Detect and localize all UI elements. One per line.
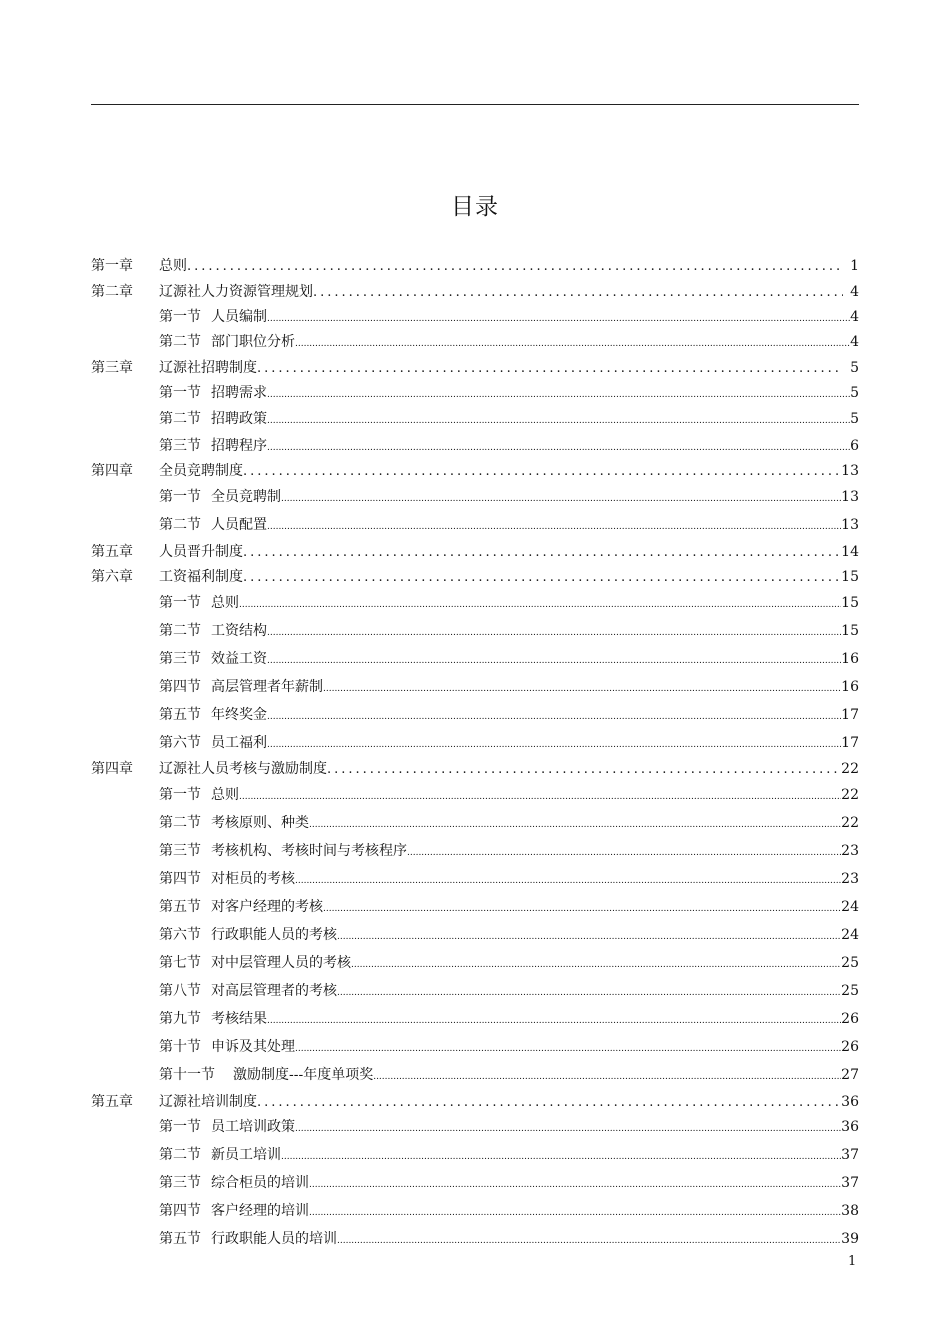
toc-entry-page: 17 [841, 735, 859, 751]
toc-entry-page: 13 [841, 517, 859, 533]
toc-entry-page: 22 [841, 815, 859, 831]
toc-entry-page: 6 [850, 438, 859, 454]
toc-entry-page: 4 [850, 334, 859, 350]
toc-entry-label: 第四节 [159, 679, 201, 695]
toc-dot-leader [351, 956, 841, 974]
toc-entry-label: 第一节 [159, 489, 201, 505]
toc-entry-title: 综合柜员的培训 [211, 1175, 309, 1191]
toc-entry-title: 全员竞聘制度 [159, 463, 243, 479]
toc-entry-label: 第五章 [91, 1094, 133, 1110]
toc-entry-label: 第二节 [159, 815, 201, 831]
toc-entry-page: 15 [841, 623, 859, 639]
toc-section-entry[interactable] [159, 384, 859, 404]
toc-entry-label: 第一节 [159, 309, 201, 325]
toc-section-entry[interactable] [159, 1118, 859, 1138]
toc-entry-label: 第四节 [159, 1203, 201, 1219]
toc-entry-page: 24 [841, 899, 859, 915]
toc-dot-leader [323, 680, 841, 698]
toc-entry-page: 36 [841, 1119, 859, 1135]
toc-entry-label: 第六节 [159, 735, 201, 751]
toc-chapter-entry[interactable] [91, 359, 859, 378]
toc-dot-leader [243, 569, 841, 587]
toc-dot-leader [267, 412, 850, 430]
toc-entry-title: 对中层管理人员的考核 [211, 955, 351, 971]
toc-entry-label: 第二章 [91, 284, 133, 300]
toc-entry-page: 13 [841, 489, 859, 505]
toc-entry-label: 第二节 [159, 334, 201, 350]
toc-section-entry[interactable] [159, 1010, 859, 1030]
toc-section-entry[interactable] [159, 333, 859, 353]
toc-entry-title: 招聘程序 [211, 438, 267, 454]
toc-entry-title: 工资福利制度 [159, 569, 243, 585]
toc-entry-page: 22 [841, 787, 859, 803]
toc-entry-label: 第六节 [159, 927, 201, 943]
toc-section-entry[interactable] [159, 814, 859, 834]
toc-dot-leader [281, 1148, 841, 1166]
toc-entry-page: 39 [841, 1231, 859, 1247]
toc-entry-title: 员工福利 [211, 735, 267, 751]
header-rule [91, 104, 859, 105]
toc-dot-leader [295, 1040, 841, 1058]
toc-section-entry[interactable] [159, 1066, 859, 1086]
toc-entry-label: 第十节 [159, 1039, 201, 1055]
toc-entry-title: 辽源社人员考核与激励制度 [159, 761, 327, 777]
toc-section-entry[interactable] [159, 650, 859, 670]
toc-entry-title: 员工培训政策 [211, 1119, 295, 1135]
toc-entry-title: 工资结构 [211, 623, 267, 639]
toc-dot-leader [187, 258, 843, 276]
toc-dot-leader [267, 624, 841, 642]
toc-entry-title: 人员编制 [211, 309, 267, 325]
toc-entry-page: 36 [841, 1094, 859, 1110]
toc-entry-label: 第四节 [159, 871, 201, 887]
toc-chapter-entry[interactable] [91, 760, 859, 779]
toc-entry-label: 第二节 [159, 517, 201, 533]
toc-entry-title: 对柜员的考核 [211, 871, 295, 887]
toc-entry-title: 高层管理者年薪制 [211, 679, 323, 695]
toc-dot-leader [309, 1176, 841, 1194]
toc-entry-title: 行政职能人员的考核 [211, 927, 337, 943]
toc-entry-label: 第七节 [159, 955, 201, 971]
toc-section-entry[interactable] [159, 926, 859, 946]
toc-dot-leader [337, 984, 841, 1002]
toc-entry-page: 5 [850, 360, 859, 376]
toc-dot-leader [257, 360, 843, 378]
toc-chapter-entry[interactable] [91, 543, 859, 562]
toc-dot-leader [267, 386, 850, 404]
toc-entry-label: 第五节 [159, 899, 201, 915]
toc-entry-title: 客户经理的培训 [211, 1203, 309, 1219]
toc-section-entry[interactable] [159, 842, 859, 862]
toc-section-entry[interactable] [159, 982, 859, 1002]
toc-entry-title: 招聘需求 [211, 385, 267, 401]
toc-entry-label: 第一节 [159, 1119, 201, 1135]
toc-entry-page: 5 [850, 411, 859, 427]
toc-entry-label: 第三节 [159, 651, 201, 667]
toc-section-entry[interactable] [159, 488, 859, 508]
toc-section-entry[interactable] [159, 786, 859, 806]
toc-dot-leader [267, 439, 850, 457]
toc-section-entry[interactable] [159, 622, 859, 642]
toc-entry-page: 4 [850, 284, 859, 300]
toc-entry-page: 23 [841, 843, 859, 859]
toc-entry-label: 第一节 [159, 385, 201, 401]
toc-section-entry[interactable] [159, 706, 859, 726]
footer-page-number: 1 [848, 1254, 857, 1269]
toc-entry-page: 37 [841, 1175, 859, 1191]
toc-entry-label: 第九节 [159, 1011, 201, 1027]
toc-entry-page: 23 [841, 871, 859, 887]
toc-entry-page: 26 [841, 1039, 859, 1055]
toc-entry-page: 14 [841, 544, 859, 560]
toc-section-entry[interactable] [159, 437, 859, 457]
toc-section-entry[interactable] [159, 870, 859, 890]
toc-entry-label: 第三章 [91, 360, 133, 376]
toc-chapter-entry[interactable] [91, 462, 859, 481]
toc-entry-title: 人员晋升制度 [159, 544, 243, 560]
toc-dot-leader [309, 1204, 841, 1222]
toc-section-entry[interactable] [159, 734, 859, 754]
toc-entry-title: 激励制度---年度单项奖 [233, 1067, 374, 1083]
toc-dot-leader [267, 518, 841, 536]
toc-entry-page: 15 [841, 569, 859, 585]
toc-entry-page: 37 [841, 1147, 859, 1163]
toc-section-entry[interactable] [159, 898, 859, 918]
page-title: 目录 [451, 194, 499, 220]
toc-dot-leader [267, 310, 850, 328]
toc-section-entry[interactable] [159, 678, 859, 698]
toc-entry-page: 13 [841, 463, 859, 479]
toc-entry-label: 第一章 [91, 258, 133, 274]
toc-entry-title: 对高层管理者的考核 [211, 983, 337, 999]
toc-entry-page: 24 [841, 927, 859, 943]
toc-entry-title: 人员配置 [211, 517, 267, 533]
toc-entry-page: 27 [841, 1067, 859, 1083]
toc-dot-leader [295, 335, 850, 353]
toc-entry-title: 对客户经理的考核 [211, 899, 323, 915]
toc-entry-title: 辽源社人力资源管理规划 [159, 284, 313, 300]
toc-entry-label: 第三节 [159, 438, 201, 454]
toc-dot-leader [309, 816, 841, 834]
toc-dot-leader [407, 844, 841, 862]
toc-entry-page: 38 [841, 1203, 859, 1219]
toc-section-entry[interactable] [159, 594, 859, 614]
toc-entry-title: 考核结果 [211, 1011, 267, 1027]
toc-entry-label: 第五节 [159, 707, 201, 723]
toc-entry-page: 26 [841, 1011, 859, 1027]
toc-entry-title: 考核机构、考核时间与考核程序 [211, 843, 407, 859]
toc-chapter-entry[interactable] [91, 568, 859, 587]
toc-dot-leader [323, 900, 841, 918]
toc-dot-leader [373, 1068, 841, 1086]
toc-dot-leader [257, 1094, 841, 1112]
toc-entry-page: 25 [841, 955, 859, 971]
toc-entry-title: 总则 [211, 787, 239, 803]
toc-dot-leader [243, 544, 841, 562]
toc-dot-leader [267, 652, 841, 670]
toc-section-entry[interactable] [159, 308, 859, 328]
toc-entry-title: 辽源社招聘制度 [159, 360, 257, 376]
toc-entry-label: 第四章 [91, 761, 133, 777]
toc-dot-leader [295, 872, 841, 890]
toc-dot-leader [239, 596, 841, 614]
toc-section-entry[interactable] [159, 1038, 859, 1058]
toc-entry-page: 16 [841, 679, 859, 695]
toc-entry-title: 总则 [159, 258, 187, 274]
toc-section-entry[interactable] [159, 516, 859, 536]
toc-entry-label: 第八节 [159, 983, 201, 999]
toc-section-entry[interactable] [159, 410, 859, 430]
toc-entry-title: 全员竞聘制 [211, 489, 281, 505]
toc-entry-page: 5 [850, 385, 859, 401]
toc-entry-title: 部门职位分析 [211, 334, 295, 350]
toc-dot-leader [267, 708, 841, 726]
toc-entry-page: 4 [850, 309, 859, 325]
toc-entry-label: 第二节 [159, 1147, 201, 1163]
toc-entry-title: 申诉及其处理 [211, 1039, 295, 1055]
toc-section-entry[interactable] [159, 1146, 859, 1166]
toc-chapter-entry[interactable] [91, 283, 859, 302]
toc-entry-title: 考核原则、种类 [211, 815, 309, 831]
toc-entry-page: 17 [841, 707, 859, 723]
toc-dot-leader [267, 736, 841, 754]
toc-dot-leader [281, 490, 841, 508]
toc-entry-page: 15 [841, 595, 859, 611]
toc-dot-leader [295, 1120, 841, 1138]
toc-section-entry[interactable] [159, 1202, 859, 1222]
toc-dot-leader [267, 1012, 841, 1030]
toc-entry-title: 效益工资 [211, 651, 267, 667]
toc-dot-leader [239, 788, 841, 806]
toc-entry-label: 第二节 [159, 411, 201, 427]
toc-dot-leader [243, 463, 841, 481]
toc-entry-label: 第十一节 [159, 1067, 215, 1083]
toc-entry-label: 第五节 [159, 1231, 201, 1247]
toc-entry-label: 第三节 [159, 1175, 201, 1191]
toc-entry-page: 25 [841, 983, 859, 999]
toc-entry-label: 第一节 [159, 595, 201, 611]
toc-dot-leader [337, 1232, 841, 1250]
toc-chapter-entry[interactable] [91, 257, 859, 276]
toc-dot-leader [337, 928, 841, 946]
toc-chapter-entry[interactable] [91, 1093, 859, 1112]
toc-section-entry[interactable] [159, 954, 859, 974]
toc-entry-label: 第三节 [159, 843, 201, 859]
toc-entry-page: 22 [841, 761, 859, 777]
toc-entry-label: 第四章 [91, 463, 133, 479]
toc-entry-label: 第六章 [91, 569, 133, 585]
toc-dot-leader [313, 284, 843, 302]
toc-entry-page: 1 [850, 258, 859, 274]
toc-entry-title: 辽源社培训制度 [159, 1094, 257, 1110]
toc-section-entry[interactable] [159, 1230, 859, 1250]
toc-entry-label: 第五章 [91, 544, 133, 560]
toc-entry-title: 总则 [211, 595, 239, 611]
toc-entry-title: 行政职能人员的培训 [211, 1231, 337, 1247]
toc-entry-label: 第二节 [159, 623, 201, 639]
toc-dot-leader [327, 761, 841, 779]
toc-entry-title: 招聘政策 [211, 411, 267, 427]
toc-entry-title: 新员工培训 [211, 1147, 281, 1163]
toc-section-entry[interactable] [159, 1174, 859, 1194]
toc-entry-page: 16 [841, 651, 859, 667]
toc-entry-label: 第一节 [159, 787, 201, 803]
toc-entry-title: 年终奖金 [211, 707, 267, 723]
